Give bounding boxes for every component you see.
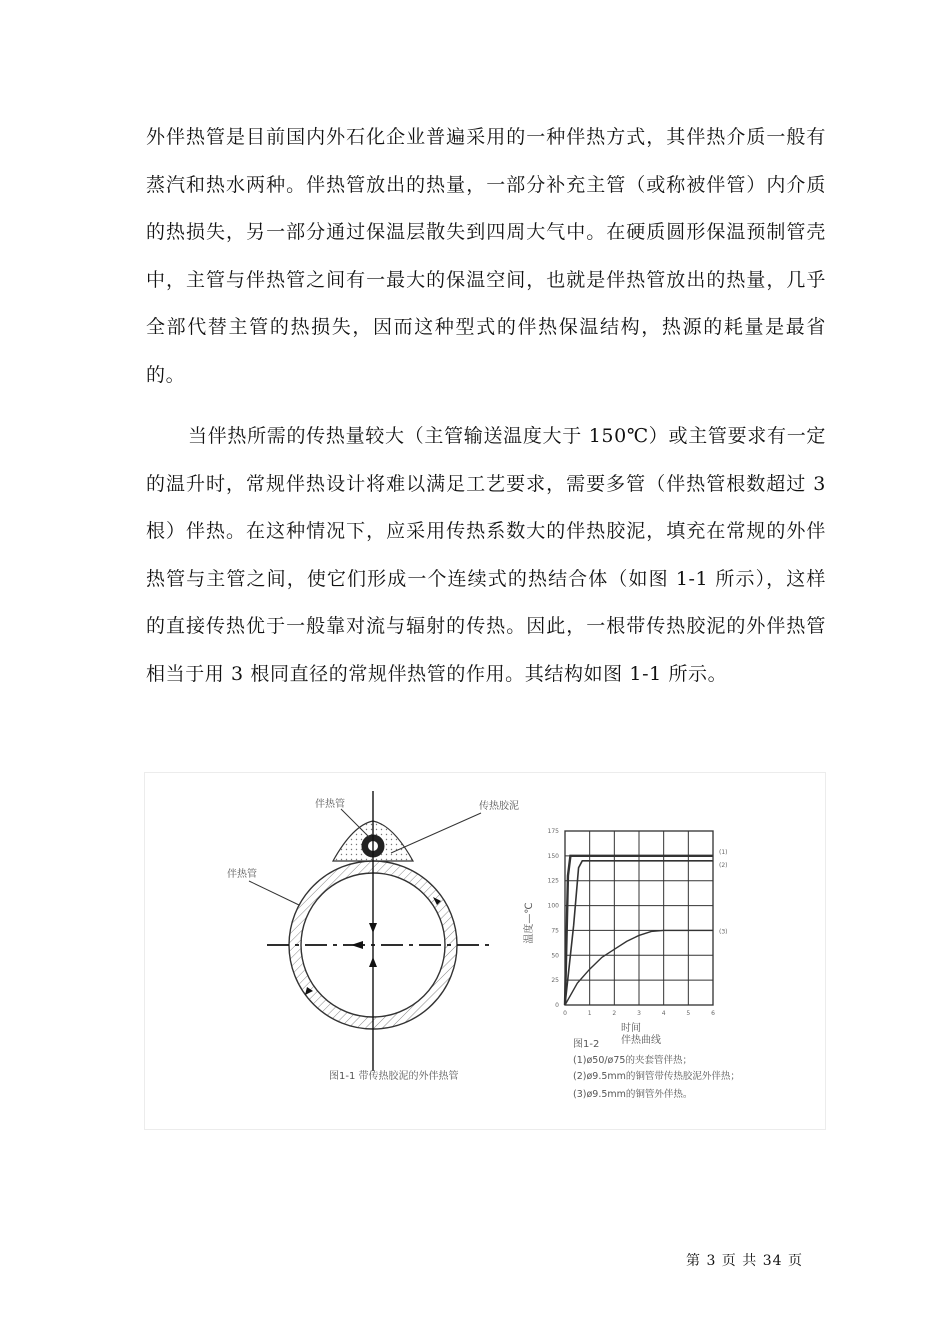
legend-item-2: (2)ø9.5mm的铜管带传热胶泥外伴热； — [573, 1071, 740, 1082]
heating-chart — [522, 828, 740, 1100]
pipe-diagram — [227, 791, 519, 1082]
y-tick-label: 25 — [551, 977, 559, 985]
x-tick-label: 0 — [563, 1010, 567, 1017]
y-tick-label: 150 — [547, 852, 559, 860]
chart-x-label: 时间 — [621, 1023, 641, 1034]
y-tick-label: 175 — [547, 828, 559, 835]
x-tick-label: 1 — [587, 1010, 592, 1017]
y-tick-label: 50 — [551, 952, 559, 960]
leader-cement — [391, 813, 481, 853]
figure1-caption: 图1-1 带传热胶泥的外伴热管 — [329, 1071, 459, 1082]
series-label-1: (1) — [719, 848, 728, 856]
x-tick-label: 4 — [661, 1010, 666, 1017]
legend-item-3: (3)ø9.5mm的铜管外伴热。 — [573, 1089, 693, 1100]
chart-caption-title: 图1-2 — [573, 1039, 600, 1050]
page-footer: 第 3 页 共 34 页 — [686, 1253, 803, 1269]
x-tick-label: 6 — [711, 1010, 715, 1017]
series-label-3: (3) — [719, 928, 728, 936]
paragraph-2: 当伴热所需的传热量较大（主管输送温度大于 150℃）或主管要求有一定的温升时，常规伴热设计将难以满足工艺要求，需要多管（伴热管根数超过 3 根）伴热。在这种情况下，应采用传热系数大的伴热胶泥，填充在常规的外伴热管与主管之间，使它们形成一个连续式的热结合体（如图 1-1 所示），这样的直接传热优于一般靠对流与辐射的传热。因此，一根带传热胶泥的外伴热管相当于用 3 根同直径的常规伴热管的作用。其结构如图 1-1 所示。 — [146, 425, 826, 685]
label-cement: 传热胶泥 — [479, 801, 519, 812]
legend-item-1: (1)ø50/ø75的夹套管伴热； — [573, 1055, 692, 1066]
figure-svg — [145, 773, 825, 1129]
y-tick-label: 100 — [547, 902, 559, 910]
figure-panel — [144, 772, 826, 1130]
label-tracer-left: 伴热管 — [227, 869, 257, 880]
y-tick-label: 75 — [551, 927, 559, 935]
x-tick-label: 5 — [686, 1010, 691, 1017]
chart-caption-name: 伴热曲线 — [621, 1035, 661, 1046]
series-label-2: (2) — [719, 861, 728, 869]
y-tick-label: 0 — [555, 1002, 559, 1009]
leader-tracer-left — [249, 881, 299, 905]
label-tracer-top: 伴热管 — [315, 799, 345, 810]
chart-y-label: 温度—℃ — [524, 902, 535, 944]
x-tick-label: 2 — [612, 1010, 617, 1017]
paragraph-1: 外伴热管是目前国内外石化企业普遍采用的一种伴热方式，其伴热介质一般有蒸汽和热水两种。伴热管放出的热量，一部分补充主管（或称被伴管）内介质的热损失，另一部分通过保温层散失到四周大气中。在硬质圆形保温预制管壳中，主管与伴热管之间有一最大的保温空间，也就是伴热管放出的热量，几乎全部代替主管的热损失，因而这种型式的伴热保温结构，热源的耗量是最省的。 — [146, 126, 826, 386]
x-tick-label: 3 — [637, 1010, 641, 1017]
y-tick-label: 125 — [547, 877, 559, 885]
